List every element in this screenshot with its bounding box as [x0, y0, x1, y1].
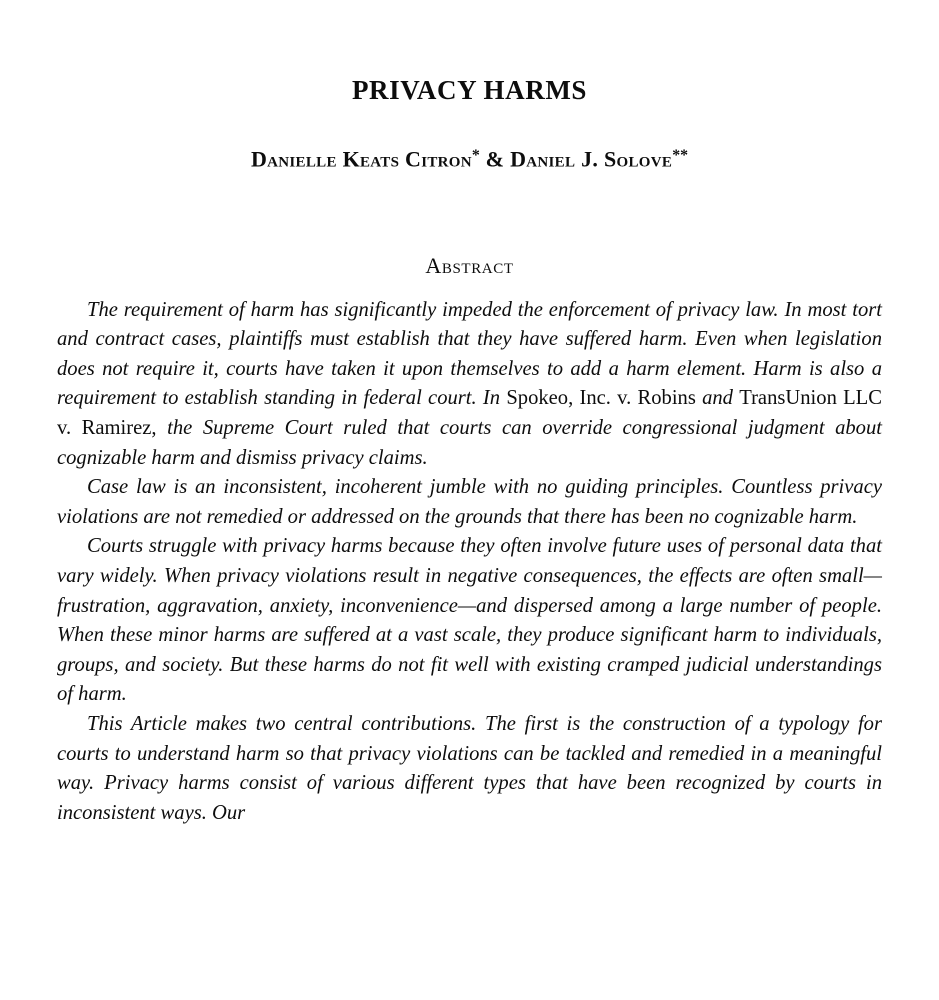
author-primary-footnote-marker: * — [471, 146, 480, 164]
abstract-heading: Abstract — [425, 252, 514, 278]
author-name-secondary: Daniel J. Solove — [510, 146, 673, 172]
abstract-paragraph — [57, 473, 882, 532]
body-text-run: Courts struggle with privacy harms because they often involve future uses of personal data that vary widely. When privacy violations result in negative consequences, the effects are often small—frustration, aggravation, anxiety, inconvenience—and dispersed among a large number of people. When these minor harms are suffered at a vast scale, they produce significant harm to individuals, groups, and society. But these harms do not fit well with existing cramped judicial understandings of harm. — [57, 535, 882, 706]
case-name-roman: Spokeo, Inc. v. Robins — [506, 387, 696, 410]
body-text-run: the Supreme Court ruled that courts can override congressional judgment about cognizable harm and dismiss privacy claims. — [57, 417, 882, 469]
case-name-roman: TransUnion LLC v. Ramirez, — [57, 387, 882, 440]
abstract-paragraph — [57, 710, 882, 828]
author-name-primary: Danielle Keats Citron — [250, 146, 472, 172]
abstract-paragraph — [57, 532, 882, 710]
author-conjunction: & — [479, 146, 511, 172]
body-text-run: The requirement of harm has significantly impeded the enforcement of privacy law. In most tort and contract cases, plaintiffs must establish that they have suffered harm. Even when legislation does not require it, courts have taken it upon themselves to add a harm element. Harm is also a requirement to establish standing in federal court. In — [57, 298, 882, 410]
author-secondary-footnote-marker: ** — [672, 146, 689, 164]
body-text-run: This Article makes two central contributions. The first is the construction of a typology for courts to understand harm so that privacy violations can be tackled and remedied in a meaningful way. Privacy harms consist of various different types that have been recognized by courts in inconsistent ways. Our — [57, 713, 882, 824]
abstract-paragraph — [57, 296, 882, 474]
author-byline — [0, 106, 939, 172]
abstract-body — [0, 278, 939, 829]
body-text-run: and — [695, 387, 740, 410]
body-text-run: Case law is an inconsistent, incoherent jumble with no guiding principles. Countless privacy violations are not remedied or addressed on the grounds that there has been no cognizable harm. — [57, 476, 882, 528]
page-title: PRIVACY HARMS — [351, 75, 588, 105]
